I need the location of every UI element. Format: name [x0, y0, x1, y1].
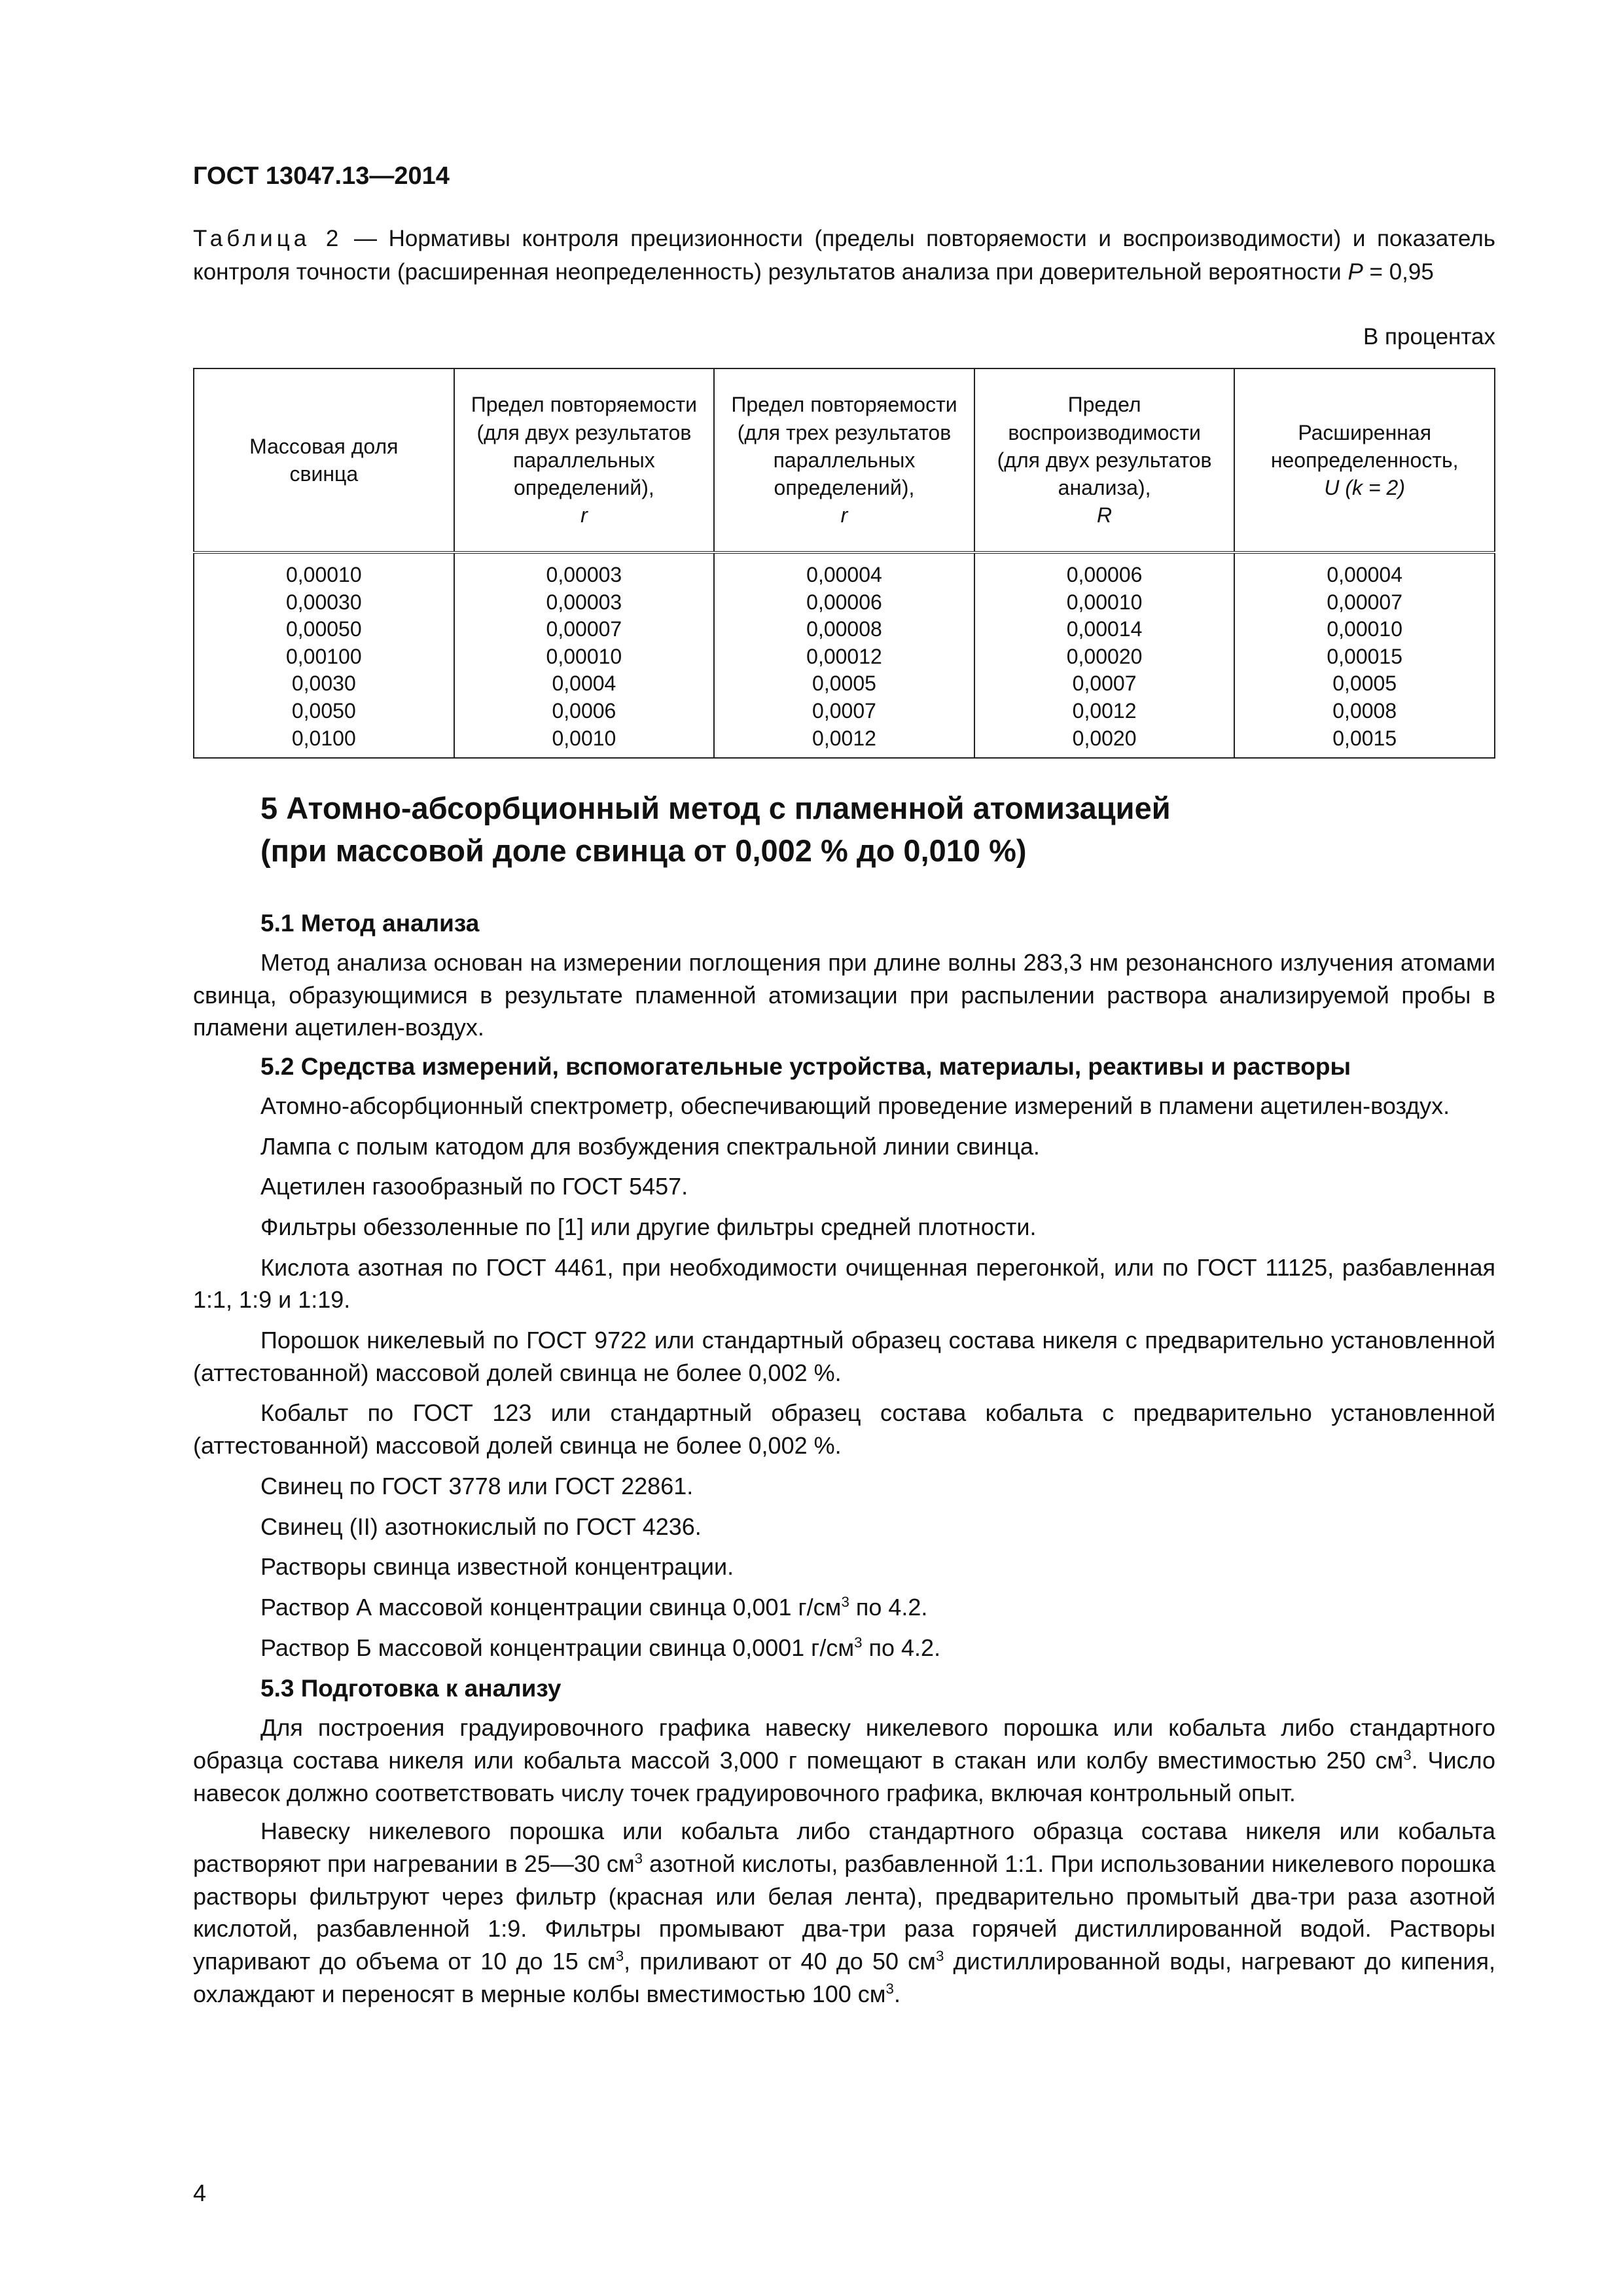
material-item: Кобальт по ГОСТ 123 или стандартный образец состава кобальта с предварительно установленной (аттестованной) массовой долей свинца не более 0,002 %.	[193, 1399, 1495, 1460]
material-item: Свинец по ГОСТ 3778 или ГОСТ 22861.	[260, 1472, 694, 1499]
section-title-line: (при массовой доле свинца от 0,002 % до 0,010 %)	[260, 833, 1027, 868]
header-repeatability-two	[454, 368, 715, 552]
header-line: (для двух результатов	[997, 448, 1212, 472]
material-item: Свинец (II) азотнокислый по ГОСТ 4236.	[260, 1513, 702, 1540]
table-cell: 0,0005	[714, 670, 974, 698]
header-symbol: R	[1097, 503, 1113, 528]
table-cell: 0,0012	[974, 698, 1235, 725]
table-cell: 0,00007	[454, 616, 715, 643]
table-cell: 0,0006	[454, 698, 715, 725]
table-cell: 0,00004	[714, 552, 974, 589]
material-item: Фильтры обеззоленные по [1] или другие фильтры средней плотности.	[260, 1213, 1037, 1241]
header-line: Расширенная	[1298, 420, 1432, 444]
header-line: свинца	[289, 462, 359, 486]
section-title-line: 5 Атомно-абсорбционный метод с пламенной атомизацией	[260, 791, 1171, 825]
probability-value: = 0,95	[1363, 259, 1434, 285]
table-row	[194, 589, 1495, 617]
table-row	[194, 643, 1495, 671]
header-line: воспроизводимости	[1008, 420, 1201, 444]
header-symbol: U (k = 2)	[1324, 476, 1405, 500]
page-number: 4	[193, 2179, 207, 2206]
subsection-heading-5-2: 5.2 Средства измерений, вспомогательные устройства, материалы, реактивы и растворы	[260, 1053, 1351, 1081]
table-cell: 0,0008	[1234, 698, 1495, 725]
table-cell: 0,0004	[454, 670, 715, 698]
table-cell: 0,00003	[454, 552, 715, 589]
header-symbol: r	[840, 503, 848, 528]
material-item: Растворы свинца известной концентрации.	[260, 1553, 734, 1581]
table-cell: 0,0010	[454, 725, 715, 759]
table-cell: 0,00010	[1234, 616, 1495, 643]
materials-list	[193, 1090, 1495, 1583]
table-caption-text: — Нормативы контроля прецизионности (пределы повторяемости и воспроизводимости) и показатель контроля точности (расширенная неопределенность) результатов анализа при доверительной вероятности	[193, 226, 1495, 285]
header-line: неопределенность,	[1270, 448, 1459, 472]
header-reproducibility	[974, 368, 1235, 552]
header-mass-fraction	[194, 368, 454, 552]
table-cell: 0,0015	[1234, 725, 1495, 759]
table-cell: 0,00014	[974, 616, 1235, 643]
table-cell: 0,00030	[194, 589, 454, 617]
paragraph: Метод анализа основан на измерении поглощения при длине волны 283,3 нм резонансного излучения атомами свинца, образующимися в результате пламенной атомизации при распылении раствора анализируемой пробы в пламени ацетилен-воздух.	[193, 949, 1495, 1041]
header-line: (для двух результатов	[476, 420, 692, 444]
subsection-heading-5-1: 5.1 Метод анализа	[260, 910, 480, 937]
material-item: Лампа с полым катодом для возбуждения спектральной линии свинца.	[260, 1132, 1040, 1160]
table-cell: 0,0100	[194, 725, 454, 759]
paragraph: Для построения градуировочного графика навеску никелевого порошка или кобальта либо стандартного образца состава никеля или кобальта массой 3,000 г помещают в стакан или колбу вместимостью 250 $см^3$. Число навесок должно соответствовать числу точек градуировочного графика, включая контрольный опыт.	[193, 1714, 1495, 1806]
header-symbol: r	[580, 503, 588, 528]
header-line: параллельных	[773, 448, 916, 472]
paragraph: Навеску никелевого порошка или кобальта либо стандартного образца состава никеля или кобальта растворяют при нагревании в 25—30 $см^3$ азотной кислоты, разбавленной 1:1. При использовании никелевого порошка растворы фильтруют через фильтр (красная или белая лента), предварительно промытый два-три раза азотной кислотой, разбавленной 1:9. Фильтры промывают два-три раза горячей дистиллированной водой. Растворы упаривают до объема от 10 до 15 $см^3$, приливают от 40 до 50 $см^3$ дистиллированной воды, нагревают до кипения, охлаждают и переносят в мерные колбы вместимостью 100 $см^3$.	[193, 1818, 1495, 2007]
table-cell: 0,00003	[454, 589, 715, 617]
header-line: Массовая доля	[249, 434, 399, 458]
units-note: В процентах	[1363, 324, 1495, 350]
table-cell: 0,00010	[974, 589, 1235, 617]
table-cell: 0,00010	[454, 643, 715, 671]
table-cell: 0,0012	[714, 725, 974, 759]
table-cell: 0,00006	[974, 552, 1235, 589]
table-cell: 0,00004	[1234, 552, 1495, 589]
header-repeatability-three	[714, 368, 974, 552]
table-cell: 0,0050	[194, 698, 454, 725]
header-line: (для трех результатов	[737, 420, 952, 444]
header-line: параллельных	[512, 448, 655, 472]
table-cell: 0,0007	[714, 698, 974, 725]
table-cell: 0,00010	[194, 552, 454, 589]
header-line: анализа),	[1058, 476, 1151, 500]
table-cell: 0,00100	[194, 643, 454, 671]
document-id: ГОСТ 13047.13—2014	[193, 162, 450, 190]
header-line: определений),	[513, 476, 654, 500]
table-caption-prefix: Таблица 2	[193, 226, 343, 251]
material-item: Ацетилен газообразный по ГОСТ 5457.	[260, 1173, 688, 1200]
subsection-heading-5-3: 5.3 Подготовка к анализу	[260, 1675, 562, 1702]
precision-table	[193, 368, 1495, 759]
header-line: Предел	[1067, 393, 1141, 417]
solution-b: Раствор Б массовой концентрации свинца 0,0001 $г/см^3$ по 4.2.	[260, 1634, 941, 1661]
section-body	[193, 906, 1495, 2016]
table-row	[194, 616, 1495, 643]
table-cell: 0,0005	[1234, 670, 1495, 698]
table-header-row	[194, 368, 1495, 552]
table-cell: 0,00007	[1234, 589, 1495, 617]
header-line: определений),	[774, 476, 915, 500]
header-line: Предел повторяемости	[471, 393, 698, 417]
table-caption	[193, 223, 1495, 289]
table-row	[194, 670, 1495, 698]
table-row	[194, 552, 1495, 589]
table-cell: 0,00008	[714, 616, 974, 643]
probability-symbol: P	[1347, 259, 1363, 285]
header-line: Предел повторяемости	[731, 393, 957, 417]
table-cell: 0,00006	[714, 589, 974, 617]
material-item: Атомно-абсорбционный спектрометр, обеспечивающий проведение измерений в пламени ацетилен-воздух.	[260, 1092, 1450, 1120]
table-body	[194, 552, 1495, 758]
table-cell: 0,00020	[974, 643, 1235, 671]
material-item: Кислота азотная по ГОСТ 4461, при необходимости очищенная перегонкой, или по ГОСТ 11125, разбавленная 1:1, 1:9 и 1:19.	[193, 1253, 1495, 1314]
table-row	[194, 725, 1495, 759]
table-cell: 0,00015	[1234, 643, 1495, 671]
table-row	[194, 698, 1495, 725]
table-cell: 0,00012	[714, 643, 974, 671]
section-title	[260, 787, 1491, 872]
table-cell: 0,0007	[974, 670, 1235, 698]
material-item: Порошок никелевый по ГОСТ 9722 или стандартный образец состава никеля с предварительно установленной (аттестованной) массовой долей свинца не более 0,002 %.	[193, 1327, 1495, 1386]
table-cell: 0,0030	[194, 670, 454, 698]
solution-a: Раствор А массовой концентрации свинца 0,001 $г/см^3$ по 4.2.	[260, 1593, 928, 1621]
table-cell: 0,0020	[974, 725, 1235, 759]
table-cell: 0,00050	[194, 616, 454, 643]
header-uncertainty	[1234, 368, 1495, 552]
